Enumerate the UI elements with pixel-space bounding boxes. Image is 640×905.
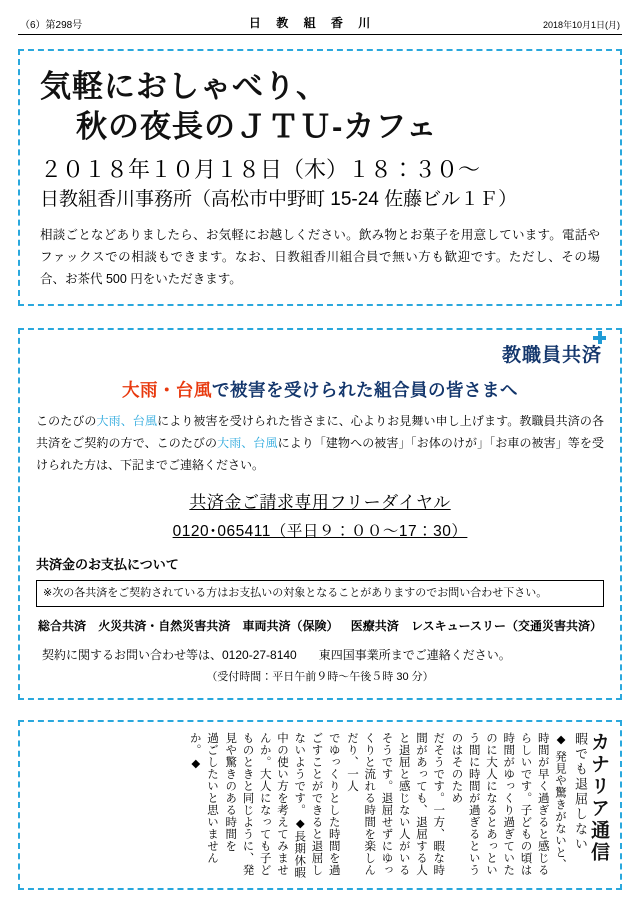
kyosai-heading-rest: で被害を受けられた組合員の皆さまへ (212, 380, 518, 401)
payment-section-title: 共済金のお支払について (36, 557, 179, 573)
canaria-body-column: だそうです。一方、暇な時間があっても、退屈する人と退屈と感じない人がいるそうです。退屈せずにゆっくりと流れる時間を楽しんだり、一人 (346, 731, 445, 876)
payment-product-item: 車両共済（保険） (242, 618, 339, 633)
freedial-title: 共済金ご請求専用フリーダイヤル (189, 493, 451, 513)
cafe-place: 日教組香川事務所（高松市中野町 15-24 佐藤ビル１Ｆ） (40, 189, 518, 211)
kyosai-logo-row (36, 340, 604, 367)
cross-icon (593, 331, 606, 344)
payment-product-item: 医療共済 (350, 618, 399, 633)
canaria-body-column: でゆっくりとした時間を過ごすことができると退屈しないようです。◆長期休暇中の使い方を考えてみませんか。大人になっても子どものときと同じように、発見や驚きのある時間を (224, 731, 340, 879)
payment-product-item: レスキュースリー（交通災害共済） (410, 618, 602, 633)
kyosai-logo (502, 340, 604, 367)
contact-hours: （受付時間：平日午前９時〜午後５時 30 分） (206, 670, 434, 683)
contact-line (36, 646, 604, 663)
canaria-title-wrap (574, 732, 608, 882)
canaria-subtitle: 暇でも退屈しない (573, 731, 588, 852)
kyosai-para-highlight1: 大雨、台風 (96, 414, 158, 429)
canaria-body-column: ◆ 発見や驚きがないと、時間が早く過ぎると感じるらしいです。子どもの頃は時間がゆっくり過ぎていたのに大人になるとあっという間に時間が過ぎるというのはそのため (450, 731, 566, 876)
payment-note: ※次の各共済をご契約されている方はお支払いの対象となることがありますのでお問い合わせ下さい。 (36, 580, 604, 607)
payment-product-item: 総合共済 (38, 618, 87, 633)
cafe-title-line2: 秋の夜長のＪＴＵ-カフェ (76, 108, 438, 144)
payment-product-list (36, 617, 604, 634)
cafe-body-text: 相談ごとなどありましたら、お気軽にお越しください。飲み物とお菓子を用意しています。電話やファックスでの相談もできます。なお、日教組香川組合員で無い方も歓迎です。ただし、その場合、お茶代 500 円をいただきます。 (40, 227, 600, 286)
kyosai-paragraph (36, 411, 604, 476)
kyosai-heading (36, 377, 604, 402)
contact-label: 契約に関するお問い合わせ等は、0120-27-8140 (42, 647, 297, 662)
kyosai-para-part2: により被害を受けられた皆さまに、心よりお見舞い申し上げます。教職員共済の各共済をご契約の方で、このたびの (36, 414, 604, 450)
contact-office: 東四国事業所までご連絡ください。 (318, 647, 511, 662)
kyosai-para-part1: このたびの (36, 414, 97, 429)
issue-number: （6）第298号 (20, 20, 83, 31)
canaria-column-box (18, 720, 622, 890)
jtu-cafe-box (18, 49, 622, 306)
canaria-body (185, 732, 569, 882)
payment-product-item: 火災共済・自然災害共済 (98, 618, 231, 633)
kyosai-box (18, 328, 622, 699)
publication-title: 日 教 組 香 川 (248, 16, 377, 30)
cafe-date: ２０１８年１０月１８日（木）１８：３０〜 (40, 157, 481, 183)
canaria-title: カナリア通信 (588, 731, 609, 864)
kyosai-para-part3: により「建物への被害」「お体のけが」「お車の被害」等を受けられた方は、下記までご連絡ください。 (36, 436, 604, 472)
kyosai-logo-label: 教職員共済 (501, 345, 602, 367)
kyosai-heading-highlight: 大雨・台風 (122, 380, 212, 401)
running-head (18, 0, 622, 35)
cafe-title-line1: 気軽におしゃべり、 (40, 69, 328, 104)
kyosai-para-highlight2: 大雨、台風 (217, 436, 278, 450)
publication-date: 2018年10月1日(月) (542, 20, 620, 30)
canaria-body-column: 過ごしたいと思いませんか。◆ (188, 731, 218, 864)
freedial-number: 0120･065411（平日９：００〜17：30） (172, 523, 468, 541)
